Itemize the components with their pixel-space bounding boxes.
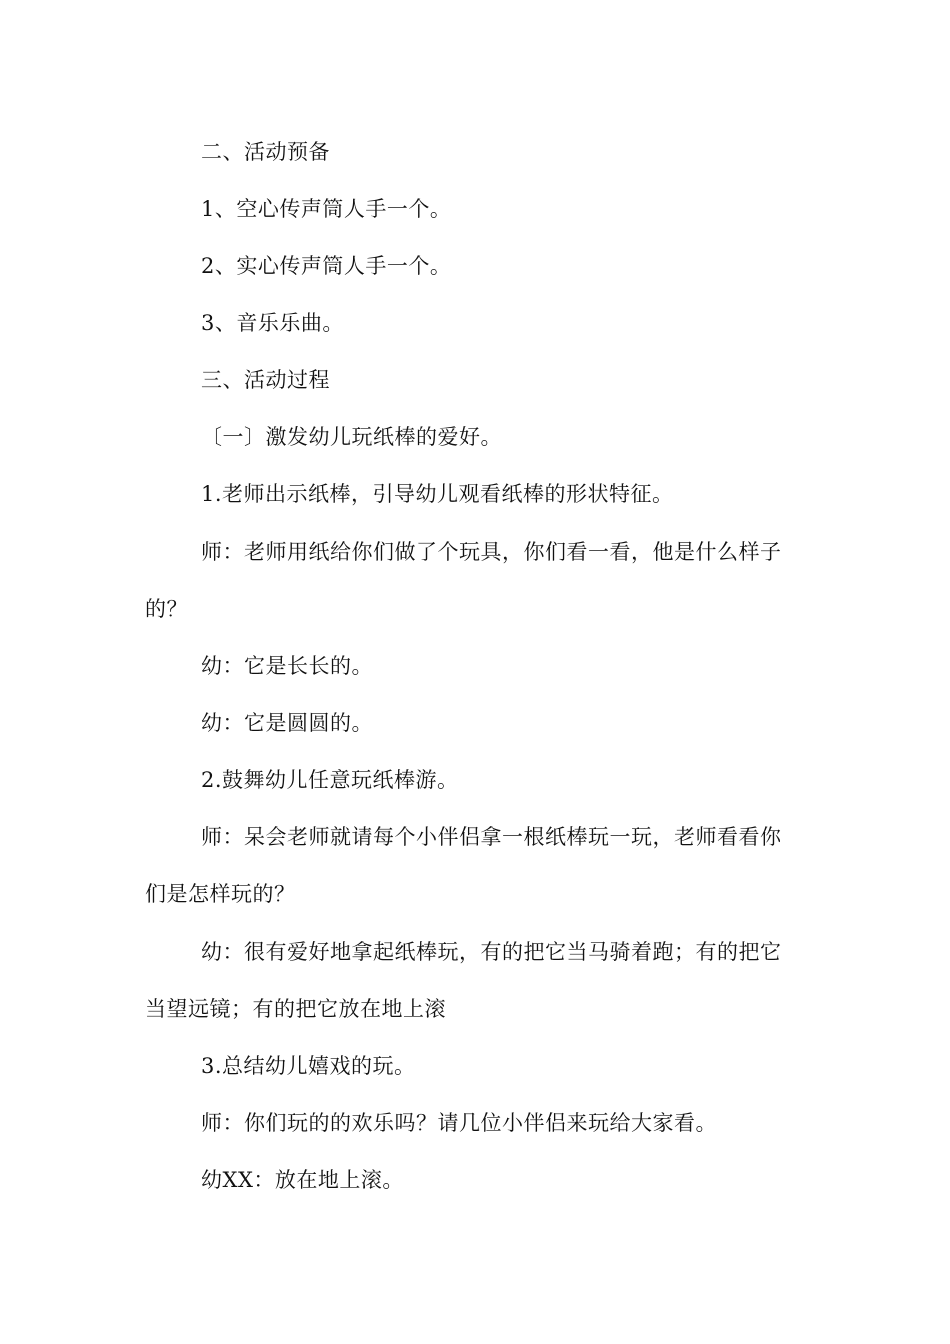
paragraph: 师：老师用纸给你们做了个玩具，你们看一看，他是什么样子 [201,540,782,564]
paragraph: 师：你们玩的的欢乐吗？请几位小伴侣来玩给大家看。 [201,1111,717,1135]
paragraph: 幼：它是圆圆的。 [201,711,373,735]
list-item: 3、音乐乐曲。 [201,311,344,335]
subsection-heading: 〔一〕激发幼儿玩纸棒的爱好。 [201,425,502,449]
list-item: 2、实心传声筒人手一个。 [201,254,452,278]
section-heading-preparation: 二、活动预备 [201,140,330,164]
paragraph: 2.鼓舞幼儿任意玩纸棒游。 [201,768,459,792]
paragraph: 幼：很有爱好地拿起纸棒玩，有的把它当马骑着跑；有的把它 [201,940,782,964]
paragraph: 1.老师出示纸棒，引导幼儿观看纸棒的形状特征。 [201,482,674,506]
paragraph-continuation: 们是怎样玩的？ [145,882,296,906]
paragraph-continuation: 的？ [145,597,188,621]
list-item: 1、空心传声筒人手一个。 [201,197,452,221]
paragraph: 师：呆会老师就请每个小伴侣拿一根纸棒玩一玩，老师看看你 [201,825,782,849]
paragraph: 幼XX：放在地上滚。 [201,1168,404,1192]
paragraph-continuation: 当望远镜；有的把它放在地上滚 [145,997,446,1021]
paragraph: 3.总结幼儿嬉戏的玩。 [201,1054,416,1078]
paragraph: 幼：它是长长的。 [201,654,373,678]
section-heading-process: 三、活动过程 [201,368,330,392]
